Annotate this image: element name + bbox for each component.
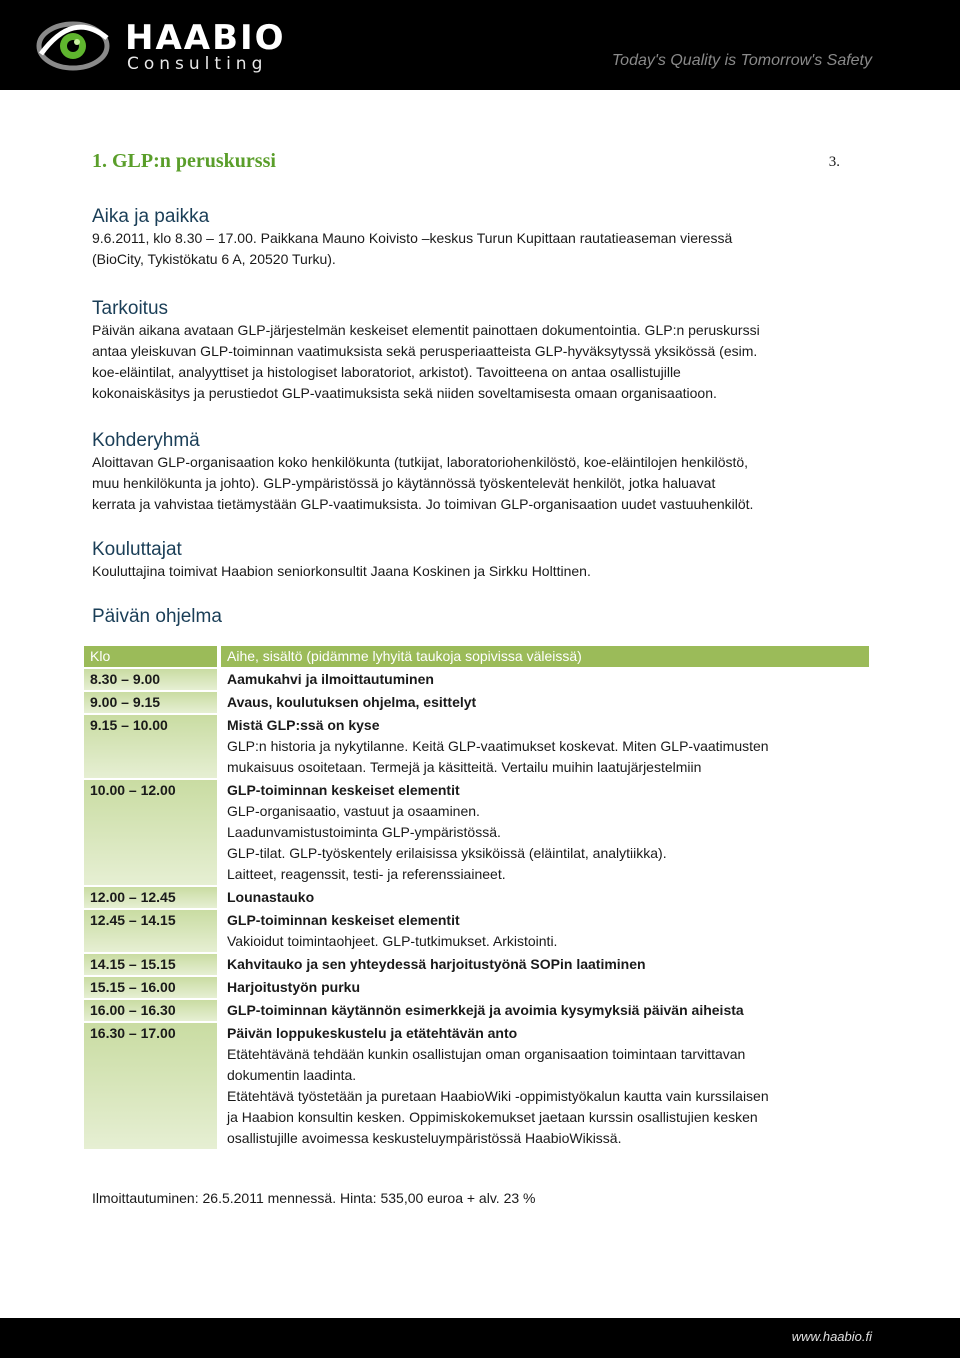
row-title: GLP-toiminnan käytännön esimerkkejä ja avoimia kysymyksiä päivän aiheista xyxy=(227,1002,744,1018)
row-title: Lounastauko xyxy=(227,889,315,905)
row-title: GLP-toiminnan keskeiset elementit xyxy=(227,912,460,928)
row-time: 8.30 – 9.00 xyxy=(84,668,219,691)
row-time: 12.00 – 12.45 xyxy=(84,886,219,909)
section-tarkoitus xyxy=(92,298,882,404)
row-title: GLP-toiminnan keskeiset elementit xyxy=(227,782,460,798)
section-heading: Tarkoitus xyxy=(92,298,169,319)
table-header-row xyxy=(84,646,869,668)
row-title: Aamukahvi ja ilmoittautuminen xyxy=(227,671,434,687)
document-title-text: 1. GLP:n peruskurssi xyxy=(92,150,276,172)
table-row xyxy=(84,953,869,976)
row-time: 9.00 – 9.15 xyxy=(84,691,219,714)
column-header-description: Aihe, sisältö (pidämme lyhyitä taukoja sopivissa väleissä) xyxy=(219,646,869,668)
registration-note: Ilmoittautuminen: 26.5.2011 mennessä. Hinta: 535,00 euroa + alv. 23 % xyxy=(92,1190,536,1206)
row-time: 9.15 – 10.00 xyxy=(84,714,219,779)
page-number: 3. xyxy=(828,154,840,170)
row-title: Avaus, koulutuksen ohjelma, esittelyt xyxy=(227,694,477,710)
table-row xyxy=(84,976,869,999)
table-row xyxy=(84,691,869,714)
table-row xyxy=(84,886,869,909)
document-body xyxy=(92,150,882,628)
section-line: kokonaiskäsitys ja perustiedot GLP-vaatimuksista sekä niiden soveltamisesta omaan organisaatioon. xyxy=(92,385,717,401)
section-line: Kouluttajina toimivat Haabion seniorkonsultit Jaana Koskinen ja Sirkku Holttinen. xyxy=(92,563,591,579)
row-time: 15.15 – 16.00 xyxy=(84,976,219,999)
row-time: 16.30 – 17.00 xyxy=(84,1022,219,1150)
row-time: 14.15 – 15.15 xyxy=(84,953,219,976)
page-header xyxy=(0,0,960,90)
logo-eye-icon xyxy=(35,14,125,78)
section-heading: Aika ja paikka xyxy=(92,206,210,227)
row-title: Harjoitustyön purku xyxy=(227,979,361,995)
page-footer xyxy=(0,1318,960,1358)
row-detail-line: GLP-tilat. GLP-työskentely erilaisissa yksiköissä (eläintilat, analytiikka). xyxy=(227,845,667,861)
table-row xyxy=(84,779,869,886)
section-heading: Kouluttajat xyxy=(92,539,182,560)
section-line: 9.6.2011, klo 8.30 – 17.00. Paikkana Mauno Koivisto –keskus Turun Kupittaan rautatieaseman vieressä xyxy=(92,230,733,246)
section-line: Päivän aikana avataan GLP-järjestelmän keskeiset elementit painottaen dokumentointia. GLP:n peruskurssi xyxy=(92,322,760,338)
section-heading: Kohderyhmä xyxy=(92,430,200,451)
row-detail-line: Etätehtävänä tehdään kunkin osallistujan oman organisaation toimintaan tarvittavan xyxy=(227,1046,746,1062)
row-description xyxy=(219,668,869,691)
row-detail-line: Laitteet, reagenssit, testi- ja referenssiaineet. xyxy=(227,866,506,882)
section-line: koe-eläintilat, analyyttiset ja histologiset laboratoriot, arkistot). Tavoitteena on antaa osallistujille xyxy=(92,364,681,380)
table-row xyxy=(84,1022,869,1150)
program-table xyxy=(84,646,869,1151)
brand-name: HAABIO xyxy=(125,18,286,58)
section-kouluttajat xyxy=(92,539,882,582)
row-detail-line: Vakioidut toimintaohjeet. GLP-tutkimukset. Arkistointi. xyxy=(227,933,558,949)
document-title xyxy=(92,150,882,182)
section-line: antaa yleiskuvan GLP-toiminnan vaatimuksista sekä perusperiaatteista GLP-hyväksytyssä yksikössä (esim. xyxy=(92,343,758,359)
section-line: muu henkilökunta ja johto). GLP-ympäristössä jo käytännössä työskentelevät henkilöt, jotka haluavat xyxy=(92,475,716,491)
row-description xyxy=(219,999,869,1022)
table-row xyxy=(84,909,869,953)
row-description xyxy=(219,976,869,999)
row-description xyxy=(219,691,869,714)
row-detail-line: osallistujille avoimessa keskusteluympäristössä HaabioWikissä. xyxy=(227,1130,622,1146)
table-row xyxy=(84,999,869,1022)
row-description xyxy=(219,953,869,976)
table-row xyxy=(84,668,869,691)
row-title: Päivän loppukeskustelu ja etätehtävän anto xyxy=(227,1025,518,1041)
brand-subtitle: Consulting xyxy=(127,54,268,74)
row-description xyxy=(219,779,869,886)
row-time: 16.00 – 16.30 xyxy=(84,999,219,1022)
table-row xyxy=(84,714,869,779)
row-detail-line: Etätehtävä työstetään ja puretaan HaabioWiki -oppimistyökalun kautta vain kurssilaisen xyxy=(227,1088,769,1104)
row-title: Mistä GLP:ssä on kyse xyxy=(227,717,380,733)
row-detail-line: ja Haabion konsultin kesken. Oppimiskokemukset jaetaan kurssin osallistujien kesken xyxy=(227,1109,758,1125)
column-header-time: Klo xyxy=(84,646,219,668)
row-detail-line: Laadunvamistustoiminta GLP-ympäristössä. xyxy=(227,824,501,840)
row-detail-line: GLP-organisaatio, vastuut ja osaaminen. xyxy=(227,803,480,819)
section-line: Aloittavan GLP-organisaation koko henkilökunta (tutkijat, laboratoriohenkilöstö, koe-eläintilojen henkilöstö, xyxy=(92,454,749,470)
haabio-logo xyxy=(35,14,286,78)
row-title: Kahvitauko ja sen yhteydessä harjoitustyönä SOPin laatiminen xyxy=(227,956,646,972)
section-kohderyhma xyxy=(92,430,882,515)
footer-url: www.haabio.fi xyxy=(791,1329,872,1344)
row-detail-line: GLP:n historia ja nykytilanne. Keitä GLP-vaatimukset koskevat. Miten GLP-vaatimusten xyxy=(227,738,769,754)
row-time: 10.00 – 12.00 xyxy=(84,779,219,886)
row-detail-line: mukaisuus osoitetaan. Termejä ja käsitteitä. Vertailu muihin laatujärjestelmiin xyxy=(227,759,702,775)
section-heading-ohjelma: Päivän ohjelma xyxy=(92,606,222,627)
row-description xyxy=(219,909,869,953)
row-description xyxy=(219,886,869,909)
section-line: (BioCity, Tykistökatu 6 A, 20520 Turku). xyxy=(92,251,336,267)
row-description xyxy=(219,714,869,779)
header-tagline: Today's Quality is Tomorrow's Safety xyxy=(611,52,872,69)
row-detail-line: dokumentin laadinta. xyxy=(227,1067,357,1083)
section-line: kerrata ja vahvistaa tietämystään GLP-vaatimuksista. Jo toimivan GLP-organisaation uudet vastuuhenkilöt. xyxy=(92,496,754,512)
row-time: 12.45 – 14.15 xyxy=(84,909,219,953)
row-description xyxy=(219,1022,869,1150)
section-aika xyxy=(92,206,882,270)
